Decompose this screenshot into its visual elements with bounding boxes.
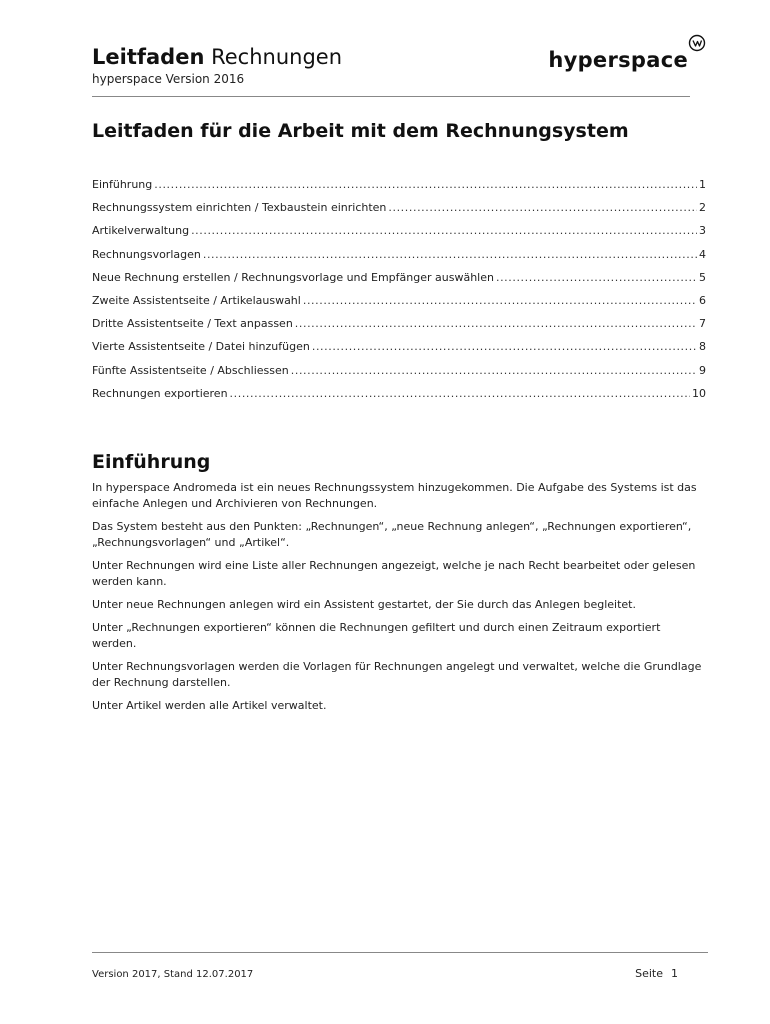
toc-item-page: 9 [699, 363, 706, 377]
toc-item-page: 6 [699, 293, 706, 307]
toc-item-label: Fünfte Assistentseite / Abschliessen [92, 363, 289, 377]
toc-item[interactable] [92, 178, 706, 201]
title-bold: Leitfaden [92, 45, 205, 69]
toc-leader-dots [303, 294, 697, 308]
body-paragraph: Unter Rechnungen wird eine Liste aller Rechnungen angezeigt, welche je nach Recht bearbeitet oder gelesen werden kann. [92, 559, 696, 588]
hyperspace-logo [520, 34, 690, 74]
toc-item[interactable] [92, 248, 706, 271]
body-paragraph: Unter Rechnungsvorlagen werden die Vorlagen für Rechnungen angelegt und verwaltet, welche die Grundlage der Rechnung darstellen. [92, 660, 702, 689]
toc-item[interactable] [92, 340, 706, 363]
toc-leader-dots [496, 271, 697, 285]
toc-leader-dots [388, 201, 697, 215]
toc-leader-dots [191, 224, 697, 238]
toc-item-label: Vierte Assistentseite / Datei hinzufügen [92, 340, 310, 354]
toc-item-label: Rechnungen exportieren [92, 386, 228, 400]
footer-divider [92, 952, 708, 953]
logo-mark-icon [688, 34, 706, 52]
toc-leader-dots [291, 364, 697, 378]
toc-item[interactable] [92, 271, 706, 294]
toc-item-label: Neue Rechnung erstellen / Rechnungsvorlage und Empfänger auswählen [92, 270, 494, 284]
toc-item-page: 3 [699, 224, 706, 238]
toc-item[interactable] [92, 387, 706, 410]
toc-item-label: Rechnungssystem einrichten / Texbaustein einrichten [92, 201, 387, 215]
toc-item-page: 7 [699, 317, 706, 331]
section-heading: Einführung [92, 451, 211, 473]
footer-page-number [635, 967, 678, 981]
toc-item-page: 5 [699, 270, 706, 284]
toc-item-label: Dritte Assistentseite / Text anpassen [92, 317, 293, 331]
section-body [92, 480, 704, 721]
page-label: Seite [635, 967, 663, 980]
toc-leader-dots [312, 340, 697, 354]
toc-leader-dots [295, 317, 697, 331]
toc-leader-dots [203, 248, 697, 262]
body-paragraph: Unter Artikel werden alle Artikel verwaltet. [92, 699, 327, 712]
toc-item-page: 10 [692, 386, 706, 400]
toc-item[interactable] [92, 201, 706, 224]
body-paragraph: Unter „Rechnungen exportieren“ können die Rechnungen gefiltert und durch einen Zeitraum exportiert werden. [92, 621, 661, 650]
toc-item[interactable] [92, 294, 706, 317]
toc-item-label: Einführung [92, 178, 153, 191]
toc-heading: Leitfaden für die Arbeit mit dem Rechnungsystem [92, 120, 629, 142]
toc-item-label: Rechnungsvorlagen [92, 247, 201, 261]
toc-item-label: Zweite Assistentseite / Artikelauswahl [92, 293, 301, 307]
page-number: 1 [671, 967, 678, 980]
toc-item-page: 1 [699, 178, 706, 191]
toc-item[interactable] [92, 224, 706, 247]
toc-item[interactable] [92, 364, 706, 387]
document-version: hyperspace Version 2016 [92, 72, 245, 86]
toc-item[interactable] [92, 317, 706, 340]
toc-item-page: 4 [699, 247, 706, 261]
body-paragraph: Unter neue Rechnungen anlegen wird ein Assistent gestartet, der Sie durch das Anlegen begleitet. [92, 598, 636, 611]
toc-leader-dots [154, 178, 697, 192]
body-paragraph: Das System besteht aus den Punkten: „Rechnungen“, „neue Rechnung anlegen“, „Rechnungen exportieren“, „Rechnungsvorlagen“ und „Artikel“. [92, 520, 692, 549]
toc-item-label: Artikelverwaltung [92, 224, 190, 238]
toc-leader-dots [230, 387, 690, 401]
page-header [92, 44, 690, 98]
toc-item-page: 2 [699, 201, 706, 215]
table-of-contents [92, 178, 706, 410]
header-divider [92, 96, 690, 97]
toc-item-page: 8 [699, 340, 706, 354]
logo-text: hyperspace [548, 48, 688, 72]
footer-version: Version 2017, Stand 12.07.2017 [92, 969, 254, 980]
body-paragraph: In hyperspace Andromeda ist ein neues Rechnungssystem hinzugekommen. Die Aufgabe des Systems ist das einfache Anlegen und Archivieren von Rechnungen. [92, 481, 697, 510]
title-normal: Rechnungen [211, 45, 343, 69]
